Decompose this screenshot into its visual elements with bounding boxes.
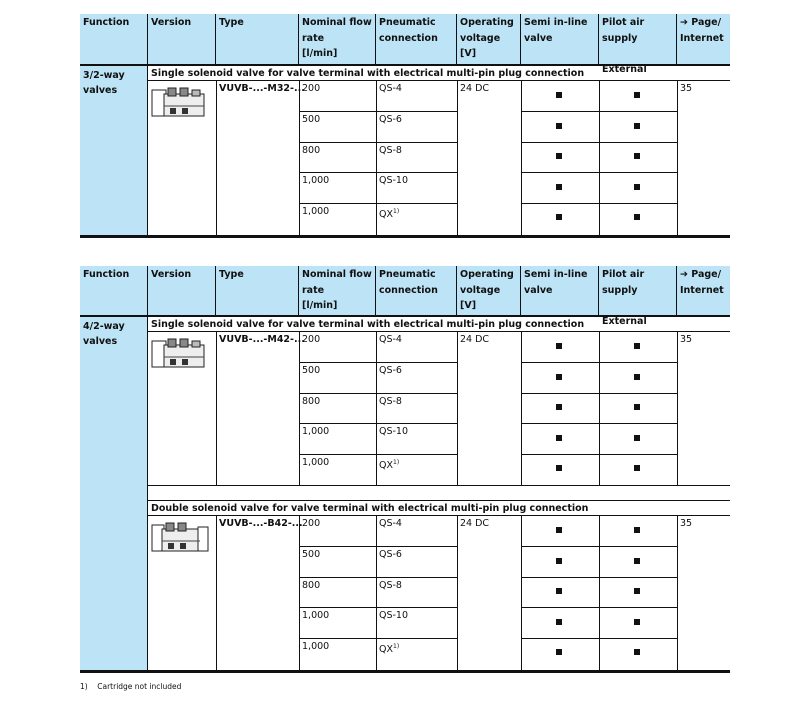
section-title: Single solenoid valve for valve terminal with electrical multi-pin plug connection (148, 66, 730, 81)
table-3-2-way (80, 14, 730, 238)
availability-mark (556, 92, 562, 98)
header-flow: Nominal flow rate [l/min] (299, 266, 376, 315)
header-version: Version (148, 14, 216, 64)
availability-mark (634, 184, 640, 190)
page-cell: 35 (680, 83, 693, 94)
connection-cell: QS-8 (379, 580, 402, 591)
flow-cell: 200 (302, 83, 321, 94)
function-cell: 3/2-way valves (80, 66, 148, 235)
connection-cell: QS-10 (379, 610, 409, 621)
connection-cell: QS-6 (379, 365, 402, 376)
availability-mark (556, 214, 562, 220)
availability-mark (634, 374, 640, 380)
page-cell: 35 (680, 518, 693, 529)
section-title: Single solenoid valve for valve terminal with electrical multi-pin plug connection (148, 317, 730, 332)
header-voltage: Operating voltage [V] (457, 14, 521, 64)
connection-cell: QS-10 (379, 426, 409, 437)
header-pneumatic: Pneumatic connection (376, 266, 457, 315)
availability-mark (634, 619, 640, 625)
availability-mark (634, 465, 640, 471)
availability-mark (556, 465, 562, 471)
header-semi: Semi in-line valve (521, 266, 599, 315)
flow-cell: 1,000 (302, 457, 330, 468)
header-page: ➔ Page/ Internet (680, 17, 724, 44)
function-cell: 4/2-way valves (80, 317, 148, 670)
availability-mark (556, 588, 562, 594)
availability-mark (556, 435, 562, 441)
connection-cell: QS-10 (379, 175, 409, 186)
flow-cell: 800 (302, 396, 321, 407)
voltage-cell: 24 DC (460, 83, 490, 94)
header-version: Version (148, 266, 216, 315)
header-flow: Nominal flow rate [l/min] (299, 14, 376, 64)
connection-cell: QX$^{1)}$ (379, 643, 400, 656)
footnote: 1) Cartridge not included (80, 682, 182, 691)
flow-cell: 1,000 (302, 175, 330, 186)
header-pilot: Pilot air supply External (599, 266, 677, 315)
connection-cell: QS-4 (379, 518, 402, 529)
availability-mark (634, 214, 640, 220)
type-cell: VUVB-...-B42-... (219, 518, 303, 529)
connection-cell: QS-6 (379, 549, 402, 560)
header-semi: Semi in-line valve (521, 14, 599, 64)
header-function: Function (80, 14, 148, 64)
availability-mark (556, 619, 562, 625)
valve-image (150, 519, 210, 559)
flow-cell: 1,000 (302, 641, 330, 652)
type-cell: VUVB-...-M32-... (219, 83, 305, 94)
availability-mark (556, 123, 562, 129)
availability-mark (634, 404, 640, 410)
connection-cell: QX$^{1)}$ (379, 459, 400, 472)
flow-cell: 1,000 (302, 426, 330, 437)
availability-mark (556, 374, 562, 380)
flow-cell: 500 (302, 365, 321, 376)
availability-mark (634, 588, 640, 594)
header-function: Function (80, 266, 148, 315)
availability-mark (556, 558, 562, 564)
flow-cell: 200 (302, 518, 321, 529)
flow-cell: 500 (302, 114, 321, 125)
connection-cell: QS-4 (379, 334, 402, 345)
voltage-cell: 24 DC (460, 518, 490, 529)
table-4-2-way (80, 266, 730, 674)
availability-mark (556, 527, 562, 533)
flow-cell: 1,000 (302, 206, 330, 217)
page-cell: 35 (680, 334, 693, 345)
availability-mark (556, 184, 562, 190)
header-voltage: Operating voltage [V] (457, 266, 521, 315)
voltage-cell: 24 DC (460, 334, 490, 345)
availability-mark (634, 343, 640, 349)
type-cell: VUVB-...-M42-... (219, 334, 305, 345)
availability-mark (634, 153, 640, 159)
connection-cell: QS-8 (379, 145, 402, 156)
section-title: Double solenoid valve for valve terminal with electrical multi-pin plug connection (148, 501, 730, 516)
header-type: Type (216, 266, 299, 315)
availability-mark (634, 123, 640, 129)
header-type: Type (216, 14, 299, 64)
flow-cell: 200 (302, 334, 321, 345)
availability-mark (556, 343, 562, 349)
header-pneumatic: Pneumatic connection (376, 14, 457, 64)
valve-image (150, 335, 210, 375)
availability-mark (634, 435, 640, 441)
availability-mark (634, 92, 640, 98)
header-pilot: Pilot air supply External (599, 14, 677, 64)
availability-mark (556, 153, 562, 159)
connection-cell: QS-6 (379, 114, 402, 125)
flow-cell: 800 (302, 580, 321, 591)
connection-cell: QS-4 (379, 83, 402, 94)
flow-cell: 1,000 (302, 610, 330, 621)
availability-mark (556, 404, 562, 410)
availability-mark (634, 527, 640, 533)
connection-cell: QS-8 (379, 396, 402, 407)
valve-image (150, 84, 210, 124)
connection-cell: QX$^{1)}$ (379, 208, 400, 221)
header-page: ➔ Page/ Internet (680, 269, 724, 296)
availability-mark (634, 649, 640, 655)
flow-cell: 500 (302, 549, 321, 560)
availability-mark (556, 649, 562, 655)
availability-mark (634, 558, 640, 564)
flow-cell: 800 (302, 145, 321, 156)
